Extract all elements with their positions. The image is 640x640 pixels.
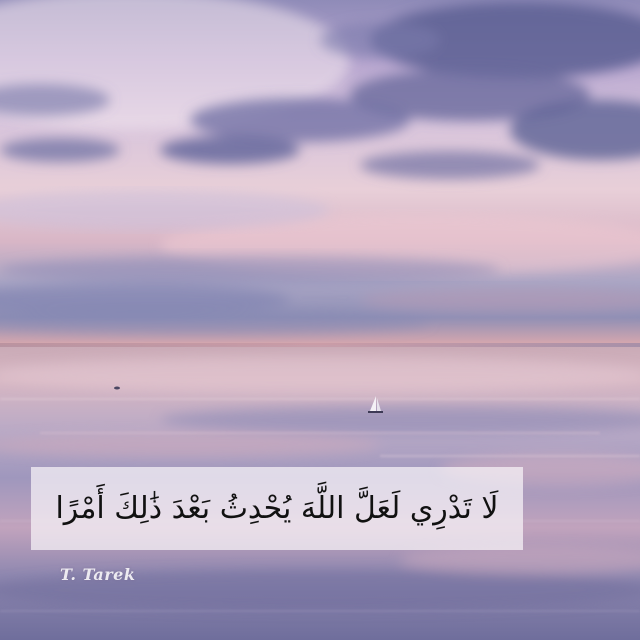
distant-buoy (114, 387, 120, 390)
arabic-quote: لَا تَدْرِي لَعَلَّ اللَّهَ يُحْدِثُ بَعْدَ ذَٰلِكَ أَمْرًا (55, 490, 499, 526)
author-signature: T. Tarek (60, 565, 136, 584)
quote-panel (31, 467, 523, 550)
